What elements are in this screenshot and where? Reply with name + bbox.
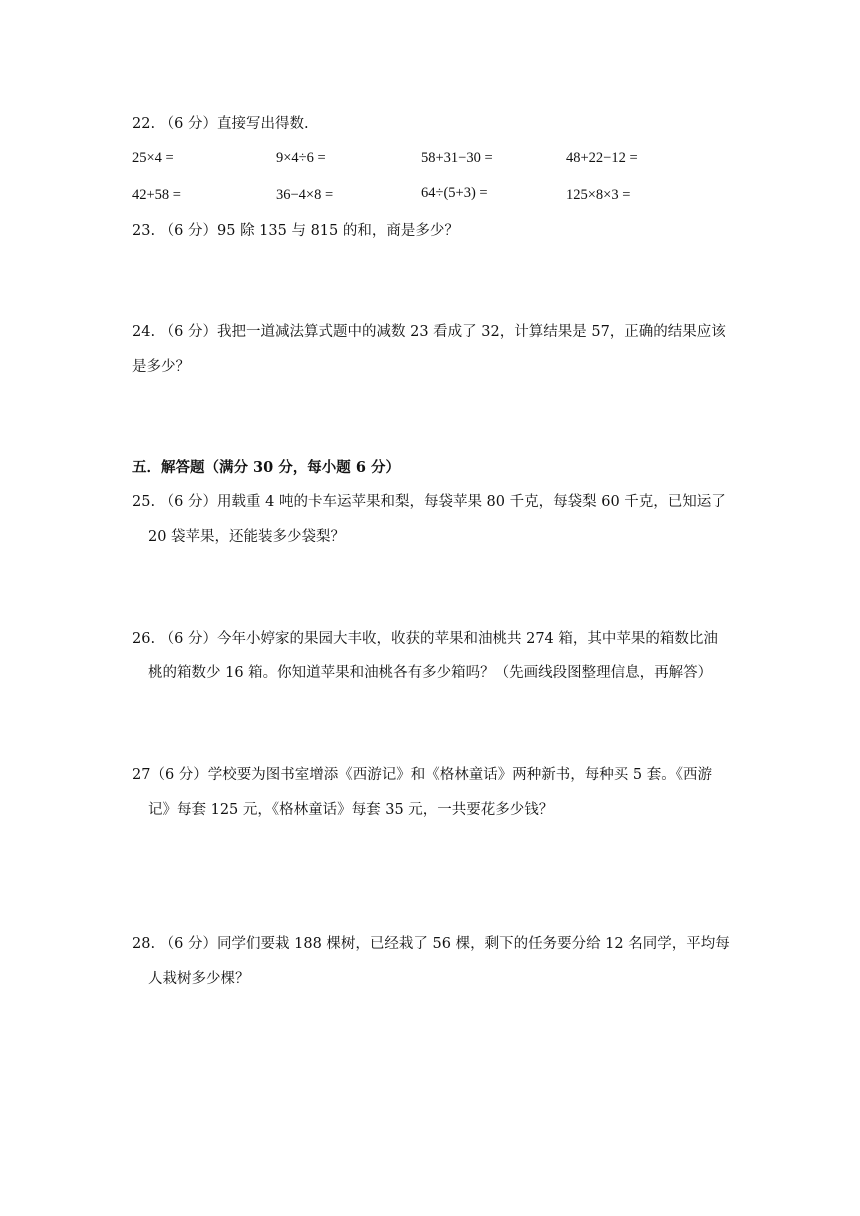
expression-item: 25×4 =	[132, 150, 174, 166]
expression-item: 42+58 =	[132, 187, 181, 203]
question-28-line-2: 人栽树多少棵？	[148, 971, 250, 987]
section-title: 五．解答题（满分 30 分，每小题 6 分）	[132, 459, 400, 476]
question-25-line-2: 20 袋苹果，还能装多少袋梨？	[148, 529, 346, 545]
expression-item: 64÷(5+3) =	[421, 185, 488, 201]
expression-item: 36−4×8 =	[276, 187, 334, 203]
expression-item: 125×8×3 =	[566, 187, 631, 203]
question-26-line-1: 26. （6 分）今年小婷家的果园大丰收，收获的苹果和油桃共 274 箱，其中苹果的箱数比油	[132, 631, 718, 647]
question-27-line-1: 27（6 分）学校要为图书室增添《西游记》和《格林童话》两种新书，每种买 5 套。《西游	[132, 767, 712, 783]
question-22-title: 22. （6 分）直接写出得数.	[132, 116, 309, 132]
question-24-line-1: 24. （6 分）我把一道减法算式题中的减数 23 看成了 32，计算结果是 57，正确的结果应该	[132, 324, 726, 340]
question-23: 23. （6 分）95 除 135 与 815 的和，商是多少？	[132, 223, 459, 239]
question-24-line-2: 是多少？	[132, 359, 190, 375]
question-26-line-2: 桃的箱数少 16 箱。你知道苹果和油桃各有多少箱吗？（先画线段图整理信息，再解答）	[148, 665, 713, 681]
question-25-line-1: 25. （6 分）用载重 4 吨的卡车运苹果和梨，每袋苹果 80 千克，每袋梨 60 千克，已知运了	[132, 494, 726, 510]
question-28-line-1: 28. （6 分）同学们要栽 188 棵树，已经栽了 56 棵，剩下的任务要分给 12 名同学，平均每	[132, 936, 730, 952]
expression-item: 9×4÷6 =	[276, 150, 326, 166]
expression-item: 48+22−12 =	[566, 150, 638, 166]
question-27-line-2: 记》每套 125 元，《格林童话》每套 35 元，一共要花多少钱？	[148, 802, 554, 818]
expression-item: 58+31−30 =	[421, 150, 493, 166]
